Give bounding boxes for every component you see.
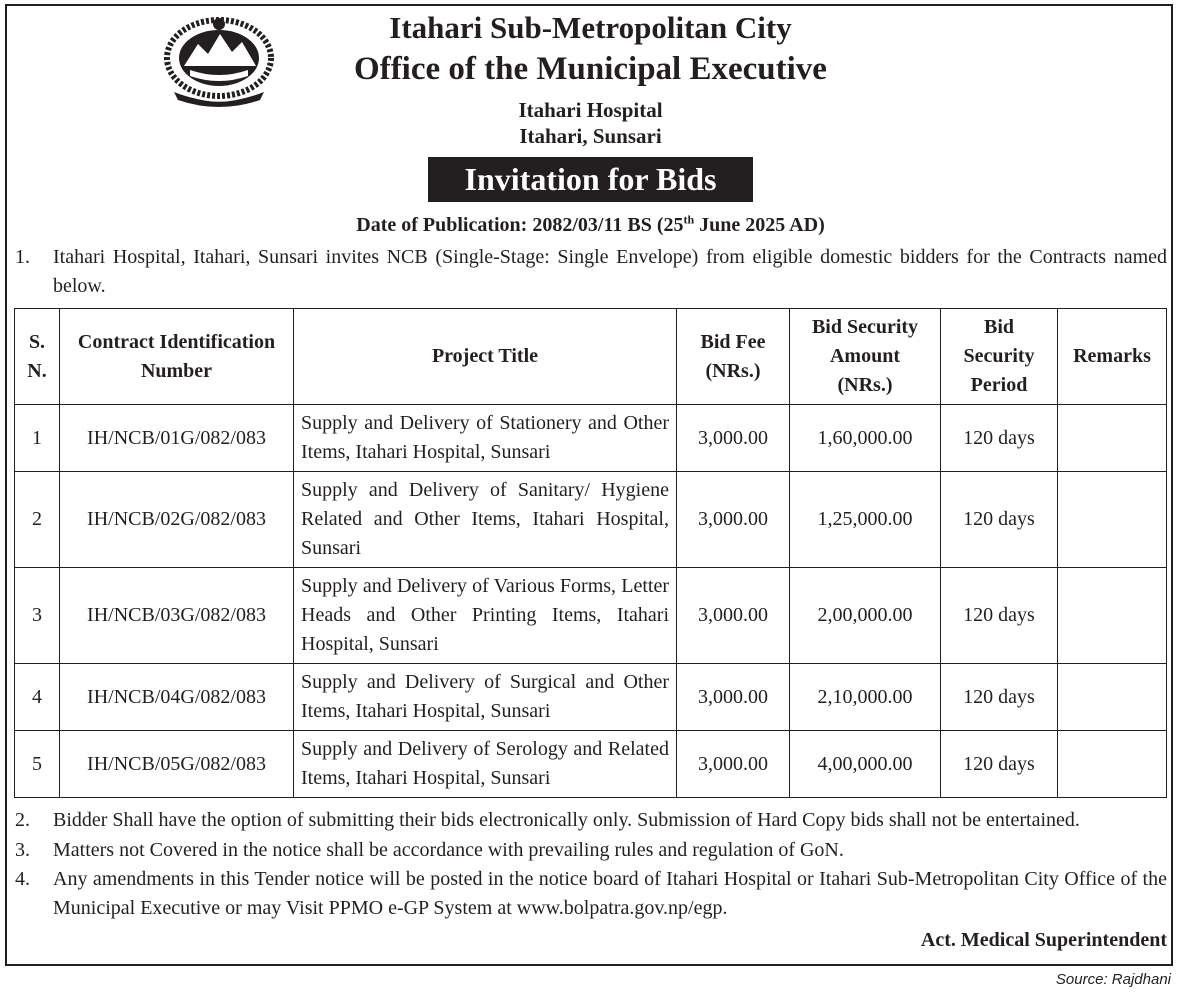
cell-sn: 5 [15, 731, 60, 798]
cell-contract-id: IH/NCB/02G/082/083 [60, 472, 294, 568]
cell-bid-fee: 3,000.00 [677, 731, 790, 798]
notice-point-3-text: Matters not Covered in the notice shall be accordance with prevailing rules and regulation of GoN. [53, 839, 844, 861]
table-row [15, 664, 1167, 731]
cell-project-title: Supply and Delivery of Sanitary/ Hygiene Related and Other Items, Itahari Hospital, Sunsari [294, 472, 677, 568]
header-bid-security-amount: Bid Security Amount (NRs.) [790, 309, 941, 405]
cell-project-title: Supply and Delivery of Serology and Related Items, Itahari Hospital, Sunsari [294, 731, 677, 798]
cell-remarks [1058, 405, 1167, 472]
cell-contract-id: IH/NCB/03G/082/083 [60, 568, 294, 664]
table-row [15, 731, 1167, 798]
header-bid-fee: Bid Fee (NRs.) [677, 309, 790, 405]
cell-bid-fee: 3,000.00 [677, 664, 790, 731]
publication-date: Date of Publication: 2082/03/11 BS (25th June 2025 AD) [356, 212, 825, 236]
cell-contract-id: IH/NCB/01G/082/083 [60, 405, 294, 472]
hospital-name: Itahari Hospital [518, 98, 663, 122]
notice-point-4: 4. Any amendments in this Tender notice will be posted in the notice board of Itahari Hospital or Itahari Sub-Metropolitan City Office of the Municipal Executive or may Visit PPMO e-GP System at www.bolpatra.gov.np/egp. [15, 865, 1167, 923]
cell-remarks [1058, 472, 1167, 568]
cell-bid-security: 2,00,000.00 [790, 568, 941, 664]
cell-bid-fee: 3,000.00 [677, 568, 790, 664]
notice-point-1: 1. Itahari Hospital, Itahari, Sunsari invites NCB (Single-Stage: Single Envelope) from eligible domestic bidders for the Contracts named below. [15, 243, 1167, 301]
cell-remarks [1058, 664, 1167, 731]
cell-bid-security: 2,10,000.00 [790, 664, 941, 731]
cell-project-title: Supply and Delivery of Surgical and Other Items, Itahari Hospital, Sunsari [294, 664, 677, 731]
cell-contract-id: IH/NCB/04G/082/083 [60, 664, 294, 731]
cell-remarks [1058, 568, 1167, 664]
cell-security-period: 120 days [941, 568, 1058, 664]
cell-sn: 4 [15, 664, 60, 731]
notice-point-1-text: Itahari Hospital, Itahari, Sunsari invites NCB (Single-Stage: Single Envelope) from eligible domestic bidders for the Contracts named below. [53, 246, 1167, 297]
cell-project-title: Supply and Delivery of Various Forms, Letter Heads and Other Printing Items, Itahari Hospital, Sunsari [294, 568, 677, 664]
header-contract-id: Contract Identification Number [60, 309, 294, 405]
bids-table [14, 308, 1167, 798]
cell-security-period: 120 days [941, 405, 1058, 472]
cell-bid-security: 1,60,000.00 [790, 405, 941, 472]
notice-point-4-text: Any amendments in this Tender notice will be posted in the notice board of Itahari Hospital or Itahari Sub-Metropolitan City Office of the Municipal Executive or may Visit PPMO e-GP System at www.bolpatra.gov.np/egp. [53, 868, 1167, 919]
notice-point-3: 3. Matters not Covered in the notice shall be accordance with prevailing rules and regulation of GoN. [15, 836, 1167, 865]
cell-bid-fee: 3,000.00 [677, 405, 790, 472]
header-remarks: Remarks [1058, 309, 1167, 405]
cell-contract-id: IH/NCB/05G/082/083 [60, 731, 294, 798]
cell-bid-security: 1,25,000.00 [790, 472, 941, 568]
header-sn: S. N. [15, 309, 60, 405]
office-name: Office of the Municipal Executive [354, 51, 827, 87]
cell-project-title: Supply and Delivery of Stationery and Other Items, Itahari Hospital, Sunsari [294, 405, 677, 472]
cell-security-period: 120 days [941, 731, 1058, 798]
hospital-location: Itahari, Sunsari [519, 124, 662, 148]
table-header-row [15, 309, 1167, 405]
cell-bid-fee: 3,000.00 [677, 472, 790, 568]
table-row [15, 568, 1167, 664]
cell-security-period: 120 days [941, 472, 1058, 568]
cell-sn: 3 [15, 568, 60, 664]
signature-title: Act. Medical Superintendent [920, 929, 1167, 951]
table-row [15, 405, 1167, 472]
header-project-title: Project Title [294, 309, 677, 405]
notice-point-2: 2. Bidder Shall have the option of submitting their bids electronically only. Submission of Hard Copy bids shall not be entertained. [15, 806, 1167, 835]
source-credit: Source: Rajdhani [1055, 971, 1171, 988]
cell-security-period: 120 days [941, 664, 1058, 731]
notice-point-2-text: Bidder Shall have the option of submitting their bids electronically only. Submission of Hard Copy bids shall not be entertained. [53, 809, 1080, 831]
city-name: Itahari Sub-Metropolitan City [389, 10, 792, 45]
cell-sn: 1 [15, 405, 60, 472]
cell-bid-security: 4,00,000.00 [790, 731, 941, 798]
cell-sn: 2 [15, 472, 60, 568]
table-row [15, 472, 1167, 568]
notice-title-banner: Invitation for Bids [428, 157, 753, 202]
cell-remarks [1058, 731, 1167, 798]
header-bid-security-period: Bid Security Period [941, 309, 1058, 405]
